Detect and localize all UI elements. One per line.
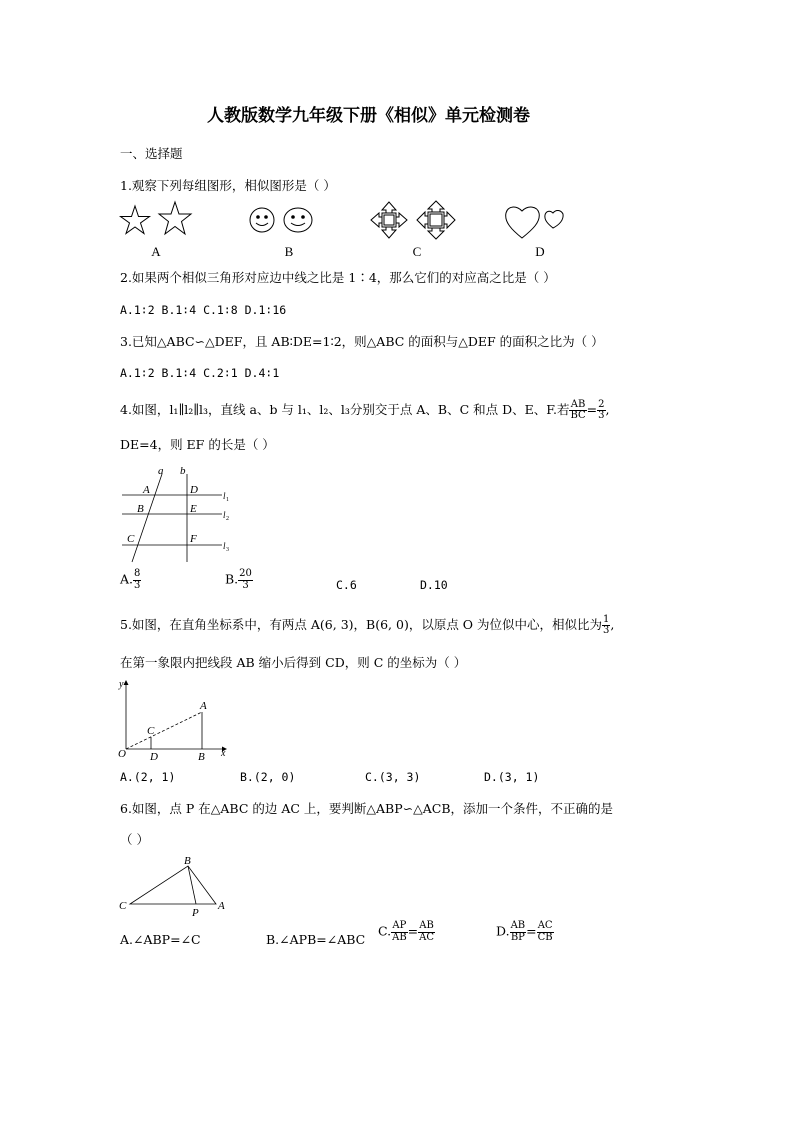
smiley-face-icon xyxy=(250,208,274,232)
svg-text:3: 3 xyxy=(226,547,229,553)
svg-text:y: y xyxy=(119,679,124,690)
svg-text:A: A xyxy=(200,700,207,712)
svg-text:C: C xyxy=(119,900,127,912)
svg-text:x: x xyxy=(221,748,226,759)
question-5-option-d: D.(3, 1) xyxy=(484,770,540,784)
fraction: $\frac{AB}{BP}$ xyxy=(510,920,526,943)
fraction: $\frac{AB}{AC}$ xyxy=(419,920,435,943)
question-5-option-b: B.(2, 0) xyxy=(240,770,296,784)
fraction: $\frac{AC}{CB}$ xyxy=(537,920,553,943)
question-4-option-d: D.10 xyxy=(420,578,448,592)
svg-text:l: l xyxy=(223,510,226,520)
fraction: $\frac{1}{3}$ xyxy=(603,613,610,636)
question-3-stem: 3.已知△ABC∽△DEF，且 AB∶DE=1∶2，则△ABC 的面积与△DEF 的面积之比为（ ） xyxy=(120,334,604,349)
question-2-stem: 2.如果两个相似三角形对应边中线之比是 1∶4，那么它们的对应高之比是（ ） xyxy=(120,270,556,285)
question-3-options: A.1∶2 B.1∶4 C.2∶1 D.4∶1 xyxy=(120,366,280,380)
star-icon xyxy=(121,206,150,234)
page-title: 人教版数学九年级下册《相似》单元检测卷 xyxy=(207,106,530,126)
fraction: $\frac{AP}{AB}$ xyxy=(392,920,407,943)
question-6-option-d: D. $\frac{AB}{BP}$ = $\frac{AC}{CB}$ xyxy=(496,920,553,943)
heart-icon xyxy=(506,207,540,238)
smiley-face-icon xyxy=(284,208,312,232)
question-5-figure xyxy=(114,675,234,765)
question-4-stem: 4.如图，l₁∥l₂∥l₃，直线 a、b 与 l₁、l₂、l₃分别交于点 A、B、C 和点 D、E、F.若 $\frac{AB}{BC}$ = $\frac{2}{3}$ , xyxy=(120,398,610,421)
svg-text:a: a xyxy=(158,465,164,477)
svg-text:C: C xyxy=(127,533,135,545)
option-label-c: C xyxy=(412,244,422,259)
question-6-option-b: B.∠APB=∠ABC xyxy=(266,932,366,947)
option-label-d: D xyxy=(535,244,545,259)
svg-text:D: D xyxy=(190,484,198,496)
question-4-option-a: A. $\frac{8}{3}$ xyxy=(120,568,141,591)
fraction: $\frac{2}{3}$ xyxy=(598,398,605,421)
arrow-cross-icon xyxy=(371,202,407,238)
svg-text:B: B xyxy=(137,503,144,515)
svg-text:E: E xyxy=(190,503,197,515)
question-5-stem: 5.如图，在直角坐标系中，有两点 A(6, 3)，B(6, 0)，以原点 O 为位似中心，相似比为 $\frac{1}{3}$ , xyxy=(120,613,615,636)
fraction: $\frac{AB}{BC}$ xyxy=(570,398,586,421)
svg-text:b: b xyxy=(180,465,186,477)
svg-text:2: 2 xyxy=(226,516,229,522)
svg-text:D: D xyxy=(150,751,158,763)
star-icon xyxy=(159,202,191,234)
question-6-option-c: C. $\frac{AP}{AB}$ = $\frac{AB}{AC}$ xyxy=(378,920,435,943)
question-6-stem-line2: （ ） xyxy=(120,832,149,847)
question-4-stem-line2: DE=4，则 EF 的长是（ ） xyxy=(120,437,275,452)
question-5-option-a: A.(2, 1) xyxy=(120,770,176,784)
svg-text:A: A xyxy=(143,484,150,496)
option-label-a: A xyxy=(151,244,161,259)
svg-text:l: l xyxy=(223,541,226,551)
option-label-b: B xyxy=(284,244,294,259)
svg-text:B: B xyxy=(184,855,191,867)
svg-text:l: l xyxy=(223,491,226,501)
question-4-option-b: B. $\frac{20}{3}$ xyxy=(225,568,252,591)
question-6-figure xyxy=(114,852,234,917)
fraction: $\frac{8}{3}$ xyxy=(134,568,141,591)
svg-text:A: A xyxy=(218,900,225,912)
section-heading: 一、选择题 xyxy=(120,146,183,161)
question-2-options: A.1∶2 B.1∶4 C.1∶8 D.1∶16 xyxy=(120,303,287,317)
svg-text:O: O xyxy=(118,748,126,760)
question-6-stem: 6.如图，点 P 在△ABC 的边 AC 上，要判断△ABP∽△ACB，添加一个条件，不正确的是 xyxy=(120,801,614,816)
question-4-option-c: C.6 xyxy=(336,578,357,592)
question-1-stem: 1.观察下列每组图形，相似图形是（ ） xyxy=(120,178,336,193)
question-5-option-c: C.(3, 3) xyxy=(365,770,421,784)
svg-text:F: F xyxy=(190,533,197,545)
svg-text:C: C xyxy=(147,725,155,737)
question-1-figure xyxy=(112,198,592,260)
question-5-stem-line2: 在第一象限内把线段 AB 缩小后得到 CD，则 C 的坐标为（ ） xyxy=(120,655,467,670)
svg-text:B: B xyxy=(198,751,205,763)
arrow-cross-icon xyxy=(417,201,455,239)
question-6-option-a: A.∠ABP=∠C xyxy=(120,932,201,947)
heart-icon xyxy=(545,210,563,228)
svg-text:P: P xyxy=(192,907,199,917)
svg-text:1: 1 xyxy=(226,497,229,503)
question-4-figure xyxy=(114,462,244,572)
fraction: $\frac{20}{3}$ xyxy=(239,568,252,591)
